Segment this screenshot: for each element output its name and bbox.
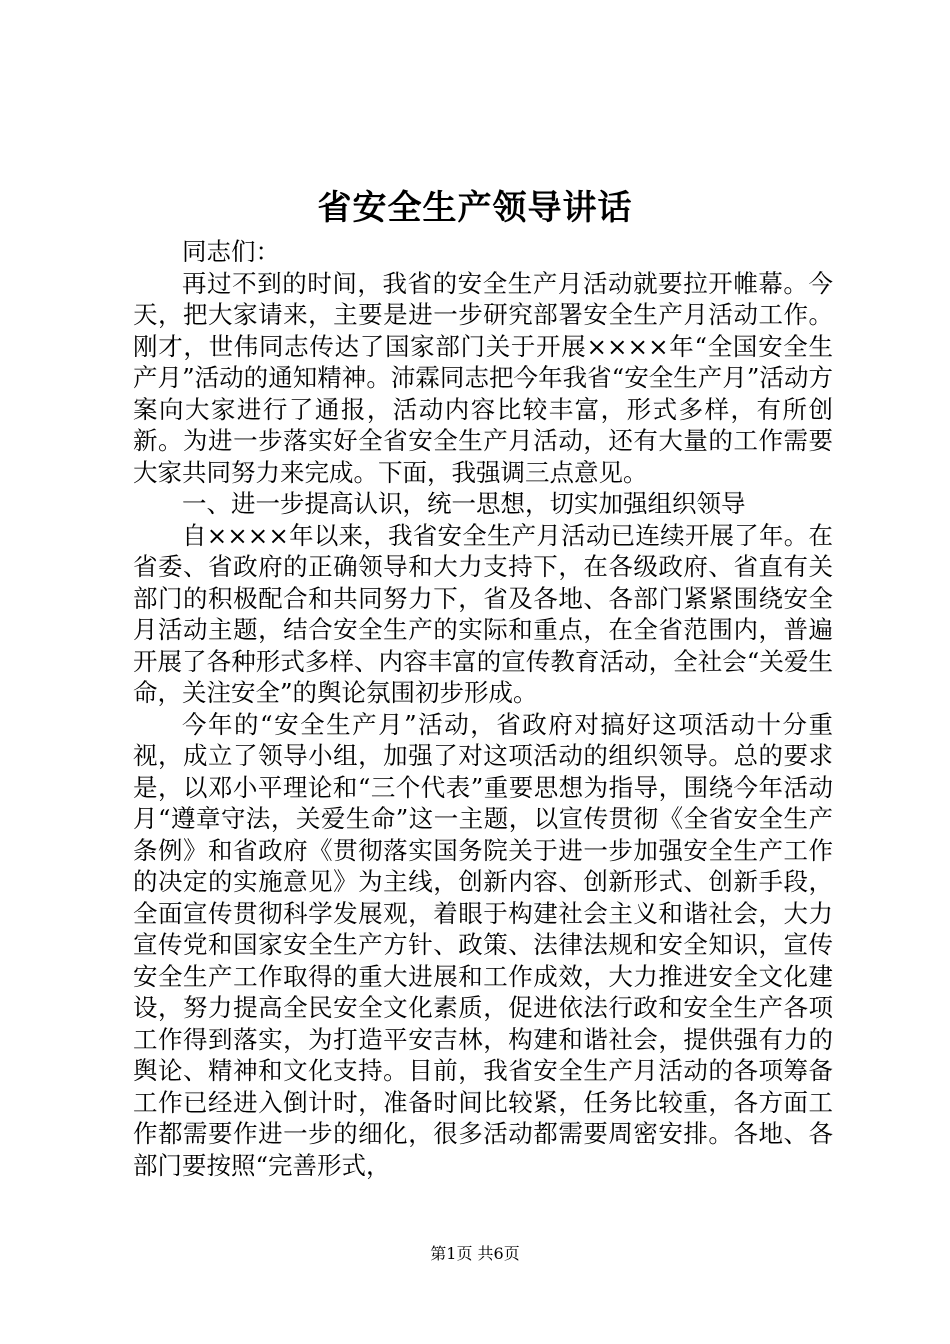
section-heading: 一、进一步提高认识，统一思想，切实加强组织领导 xyxy=(182,489,746,518)
paragraph-intro: 再过不到的时间，我省的安全生产月活动就要拉开帷幕。今天，把大家请来，主要是进一步研究部署安全生产月活动工作。刚才，世伟同志传达了国家部门关于开展××××年“全国安全生产月”活动的通知精神。沛霖同志把今年我省“安全生产月”活动方案向大家进行了通报，活动内容比较丰富，形式多样，有所创新。为进一步落实好全省安全生产月活动，还有大量的工作需要大家共同努力来完成。下面，我强调三点意见。 xyxy=(133,268,833,487)
paragraph-requirements: 今年的“安全生产月”活动，省政府对搞好这项活动十分重视，成立了领导小组，加强了对这项活动的组织领导。总的要求是，以邓小平理论和“三个代表”重要思想为指导，围绕今年活动月“遵章守法，关爱生命”这一主题，以宣传贯彻《全省安全生产条例》和省政府《贯彻落实国务院关于进一步加强安全生产工作的决定的实施意见》为主线，创新内容、创新形式、创新手段，全面宣传贯彻科学发展观，着眼于构建社会主义和谐社会，大力宣传党和国家安全生产方针、政策、法律法规和安全知识，宣传安全生产工作取得的重大进展和工作成效，大力推进安全文化建设，努力提高全民安全文化素质，促进依法行政和安全生产各项工作得到落实，为打造平安吉林，构建和谐社会，提供强有力的舆论、精神和文化支持。目前，我省安全生产月活动的各项筹备工作已经进入倒计时，准备时间比较紧，任务比较重，各方面工作都需要作进一步的细化，很多活动都需要周密安排。各地、各部门要按照“完善形式， xyxy=(133,709,833,1180)
paragraph-history: 自××××年以来，我省安全生产月活动已连续开展了年。在省委、省政府的正确领导和大力支持下，在各级政府、省直有关部门的积极配合和共同努力下，省及各地、各部门紧紧围绕安全月活动主题，结合安全生产的实际和重点，在全省范围内，普遍开展了各种形式多样、内容丰富的宣传教育活动，全社会“关爱生命，关注安全”的舆论氛围初步形成。 xyxy=(133,520,833,707)
page-footer: 第1页 共6页 xyxy=(430,1244,520,1263)
document-body xyxy=(133,236,833,1181)
salutation: 同志们： xyxy=(182,237,280,266)
page-title: 省安全生产领导讲话 xyxy=(317,188,633,228)
